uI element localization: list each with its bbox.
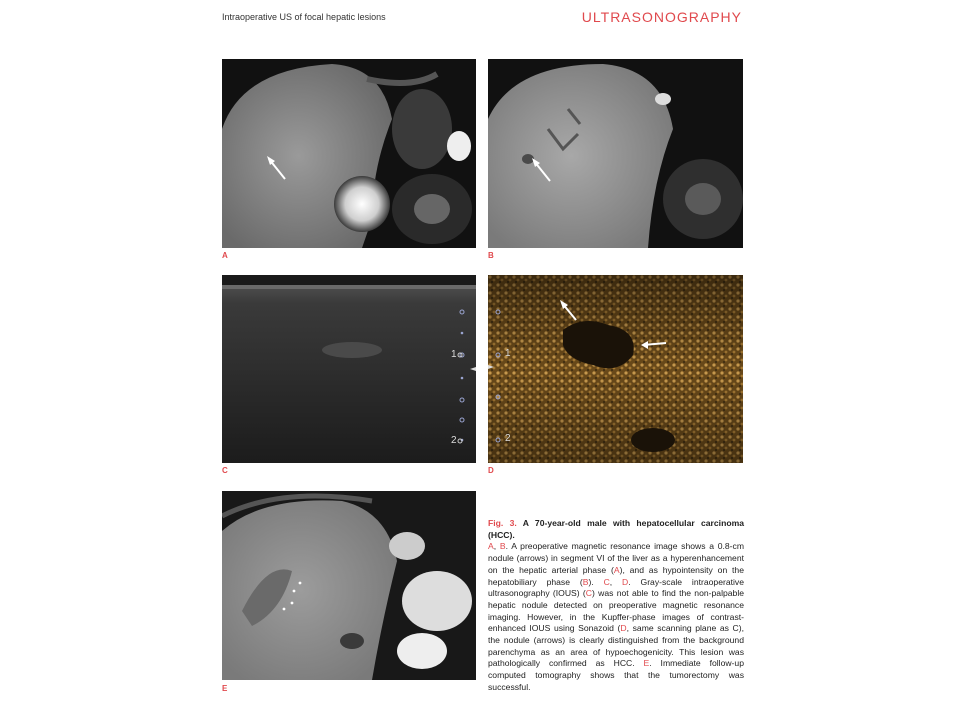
caption-fig-number: Fig. 3.: [488, 518, 517, 528]
caption-text: . A preoperative magnetic resonance image shows a 0.8-cm nodule (arrows) in segment VI of the liver as a hyperenhancement on the hepatic arterial phase (: [488, 541, 745, 575]
figure-panel-e: [222, 491, 476, 680]
figure-panel-a: [222, 59, 476, 248]
caption-panel-ref: E: [643, 658, 650, 669]
figure-caption: [488, 518, 744, 694]
caption-text: , same scanning plane as C), the nodule (arrows) is clearly distinguished from the background parenchyma as an area of hypoechogenicity. This lesion was pathologically confirmed as HCC.: [488, 623, 744, 669]
caption-text: . Immediate follow-up computed tomography shows that the tumorectomy was successful.: [488, 658, 744, 692]
panel-label-d: D: [488, 466, 494, 475]
caption-panel-ref: D: [622, 576, 629, 587]
caption-text: . Gray-scale intraoperative ultrasonography (IOUS) (: [488, 576, 744, 599]
depth-marker-1: 1: [505, 348, 511, 359]
depth-marker-2: 2: [451, 435, 457, 446]
caption-text: ) was not able to find the non-palpable hepatic nodule detected on preoperative magnetic resonance imaging. However, in the Kupffer-phase images of contrast-enhanced IOUS using Sonazoid (: [488, 588, 745, 634]
panel-label-c: C: [222, 466, 228, 475]
caption-panel-ref: C: [603, 576, 610, 587]
panel-label-e: E: [222, 684, 228, 693]
caption-text: ), and as hypointensity on the hepatobiliary phase (: [488, 564, 744, 587]
caption-panel-ref: B: [582, 576, 589, 587]
figure-panel-b: [488, 59, 743, 248]
caption-text: ,: [493, 541, 500, 552]
caption-panel-ref: A: [488, 541, 494, 552]
figure-panel-d: [488, 275, 743, 463]
caption-title: A 70-year-old male with hepatocellular carcinoma (HCC).: [488, 518, 744, 540]
journal-title: ULTRASONOGRAPHY: [581, 9, 742, 25]
depth-marker-2: 2: [505, 433, 511, 444]
caption-panel-ref: C: [585, 588, 593, 599]
panel-label-a: A: [222, 251, 228, 260]
depth-marker-1: 1: [451, 349, 457, 360]
running-head: Intraoperative US of focal hepatic lesions: [222, 12, 386, 22]
caption-panel-ref: A: [613, 564, 620, 575]
caption-panel-ref: D: [620, 623, 627, 634]
figure-panel-c: [222, 275, 476, 463]
caption-panel-ref: B: [499, 541, 506, 552]
panel-label-b: B: [488, 251, 494, 260]
caption-text: ,: [609, 576, 623, 587]
caption-text: ).: [588, 576, 604, 587]
